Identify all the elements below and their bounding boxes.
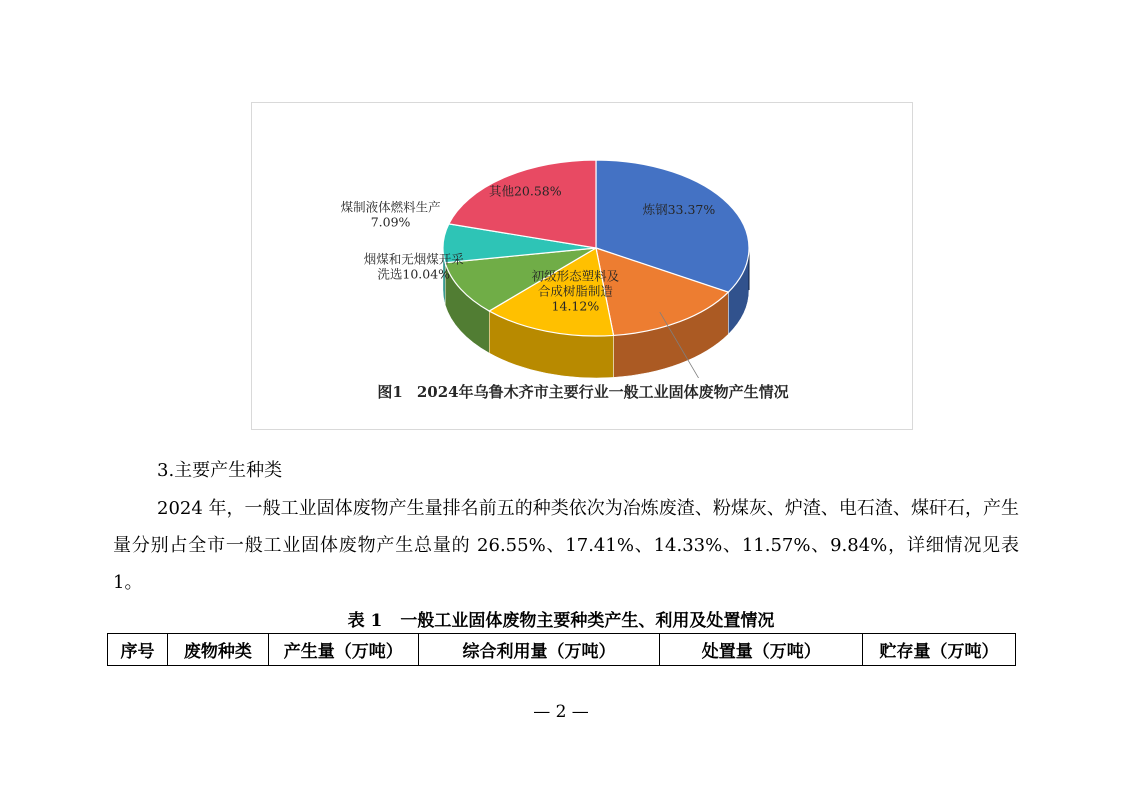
pie-data-label-line: 烟煤和无烟煤开采	[363, 251, 464, 267]
table-header-cell: 序号	[108, 634, 168, 666]
pie-data-label-line: 14.12%	[551, 298, 600, 314]
pie-data-label-line: 煤制液体燃料生产	[340, 199, 441, 215]
figure-caption-text: 2024年乌鲁木齐市主要行业一般工业固体废物产生情况	[416, 383, 789, 401]
pie-data-label-line: 炼钢33.37%	[642, 201, 716, 217]
pie-data-label	[341, 199, 441, 229]
page-number: — 2 —	[533, 702, 589, 722]
pie-data-label-line: 7.09%	[370, 214, 411, 230]
table-caption-text: 一般工业固体废物主要种类产生、利用及处置情况	[400, 611, 775, 631]
pie-data-label-line: 合成树脂制造	[537, 283, 613, 299]
pie-data-label-line: 洗选10.04%	[377, 266, 451, 282]
table-header-cell: 贮存量（万吨）	[863, 634, 1016, 666]
table-caption	[0, 606, 1122, 631]
section-paragraph: 2024 年，一般工业固体废物产生量排名前五的种类依次为冶炼废渣、粉煤灰、炉渣、电石渣、煤矸石，产生量分别占全市一般工业固体废物产生总量的 26.55%、17.41%、14.33%、11.57%、9.84%，详细情况见表 1。	[113, 498, 1019, 593]
waste-table	[107, 633, 1016, 666]
table-header-cell: 废物种类	[167, 634, 268, 666]
table-caption-number: 表 1	[347, 611, 383, 631]
table-header-row	[108, 634, 1016, 666]
figure-caption-number: 图1	[377, 383, 403, 401]
table-header-cell: 产生量（万吨）	[268, 634, 418, 666]
figure-caption	[252, 381, 914, 402]
pie-data-label-line: 其他20.58%	[488, 183, 562, 199]
pie-data-label	[364, 251, 465, 281]
pie-chart	[252, 103, 914, 378]
table-header-cell: 综合利用量（万吨）	[418, 634, 660, 666]
pie-data-label	[489, 183, 562, 198]
table-header-cell: 处置量（万吨）	[660, 634, 863, 666]
section-heading: 3.主要产生种类	[157, 460, 283, 481]
pie-data-label-line: 初级形态塑料及	[531, 268, 620, 284]
chart-frame	[251, 102, 913, 430]
pie-data-label	[643, 202, 716, 217]
